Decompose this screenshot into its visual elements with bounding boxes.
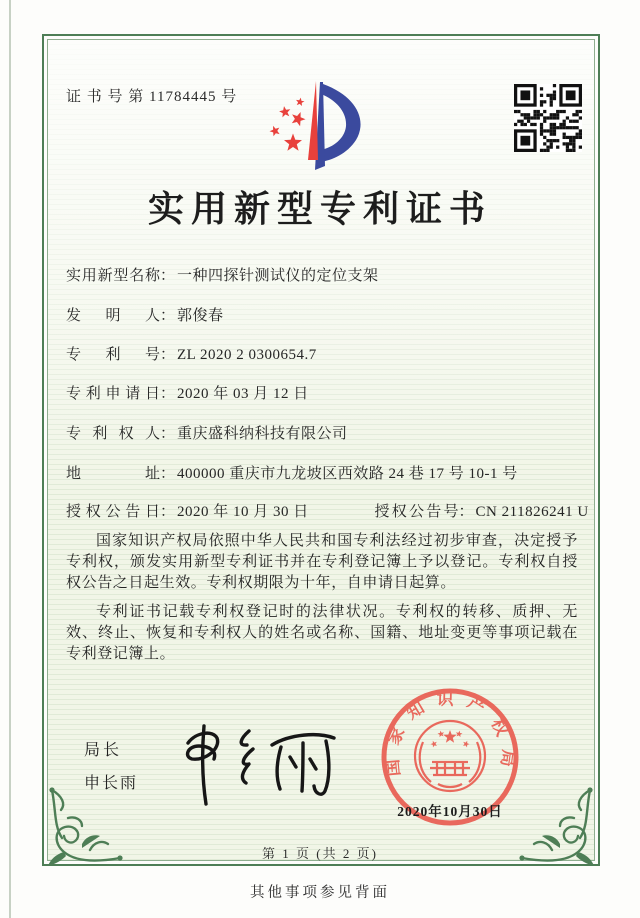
commissioner-name: 申长雨: [84, 775, 139, 792]
colon: ：: [160, 347, 176, 363]
page-number: 第 1 页 (共 2 页): [262, 846, 378, 861]
colon: ：: [160, 308, 176, 324]
field-address: [66, 462, 518, 483]
field-value: 郭俊春: [177, 308, 224, 324]
commissioner-block: [84, 737, 138, 793]
field-grant-date-and-number: [66, 500, 589, 521]
field-label: 授权公告号: [374, 504, 459, 520]
field-label: 专利申请日: [66, 386, 160, 402]
field-label: 专利权人: [66, 426, 160, 442]
commissioner-signature: [176, 716, 344, 814]
colon: ：: [160, 426, 176, 442]
field-label: 专利号: [66, 347, 160, 363]
certificate-title: 实用新型专利证书: [147, 189, 492, 229]
field-value: 重庆盛科纳科技有限公司: [177, 426, 348, 442]
seal-date: 2020年10月30日: [397, 804, 503, 819]
field-utility-model-name: [66, 264, 379, 285]
legal-statement: [66, 531, 578, 673]
field-value: 一种四探针测试仪的定位支架: [177, 268, 379, 284]
field-value: CN 211826241 U: [475, 504, 589, 520]
colon: ：: [160, 386, 176, 402]
field-value: 2020 年 03 月 12 日: [177, 386, 309, 402]
colon: ：: [458, 504, 474, 520]
colon: ：: [160, 504, 176, 520]
field-value: ZL 2020 2 0300654.7: [177, 347, 317, 363]
field-label: 实用新型名称: [66, 268, 160, 284]
field-label: 发明人: [66, 308, 160, 324]
colon: ：: [160, 268, 176, 284]
cnipa-logo-icon: [260, 74, 376, 184]
page-binding-edge: [9, 0, 11, 918]
field-label: 地址: [66, 466, 160, 482]
field-inventor: [66, 304, 224, 325]
seal-ring-text: 国家知识产权局: [381, 689, 519, 780]
commissioner-title: 局长: [84, 742, 123, 759]
field-value: 400000 重庆市九龙坡区西效路 24 巷 17 号 10-1 号: [177, 466, 518, 482]
field-grant-number: [375, 504, 589, 520]
field-filing-date: [66, 382, 309, 403]
legal-paragraph-1: 国家知识产权局依照中华人民共和国专利法经过初步审查，决定授予专利权，颁发实用新型专利证书并在专利登记簿上予以登记。专利权自授权公告之日起生效。专利权期限为十年，自申请日起算。: [66, 533, 578, 591]
back-side-note: 其他事项参见背面: [250, 885, 390, 901]
field-patentee: [66, 422, 348, 443]
qr-code: [514, 84, 582, 152]
field-value: 2020 年 10 月 30 日: [177, 504, 309, 520]
field-patent-number: [66, 343, 317, 364]
legal-paragraph-2: 专利证书记载专利权登记时的法律状况。专利权的转移、质押、无效、终止、恢复和专利权人的姓名或名称、国籍、地址变更等事项记载在专利登记簿上。: [66, 604, 578, 662]
field-label: 授权公告日: [66, 504, 160, 520]
colon: ：: [160, 466, 176, 482]
certificate-number: 证 书 号 第 11784445 号: [66, 89, 238, 105]
